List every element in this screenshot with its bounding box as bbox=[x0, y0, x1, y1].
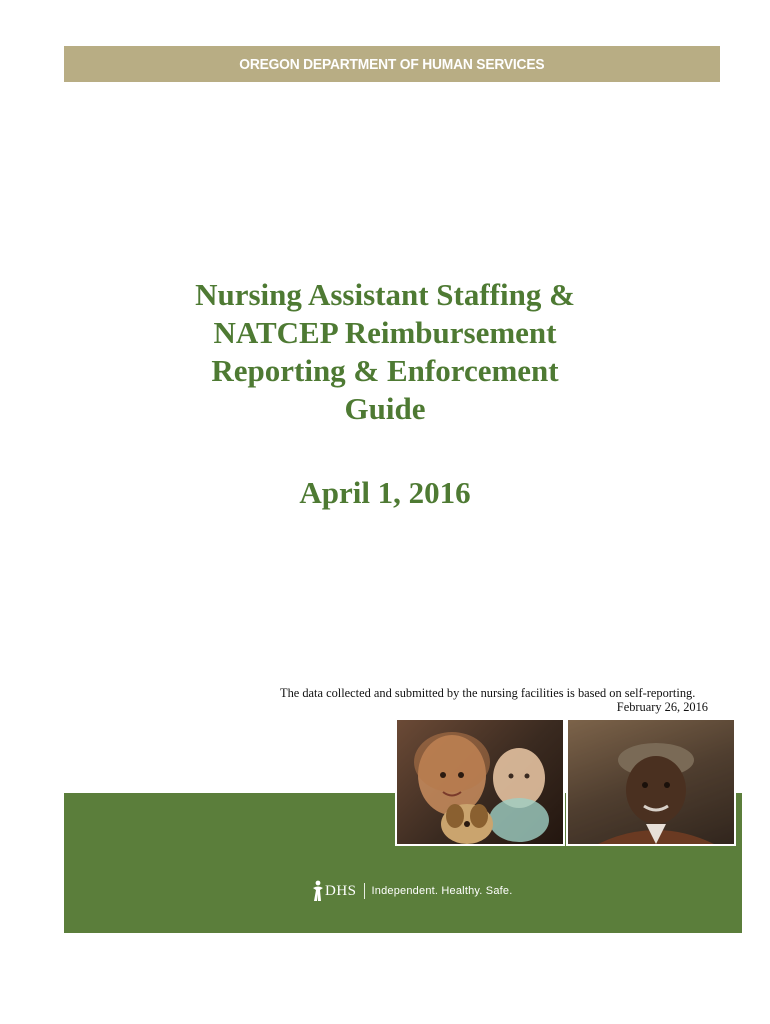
logo-divider bbox=[364, 883, 365, 899]
agency-name: OREGON DEPARTMENT OF HUMAN SERVICES bbox=[239, 55, 545, 73]
person-icon bbox=[312, 880, 324, 902]
dhs-logo-mark bbox=[312, 880, 357, 902]
agency-banner bbox=[64, 46, 720, 82]
dhs-logo-text: DHS bbox=[325, 882, 357, 899]
title-line-2: NATCEP Reimbursement bbox=[213, 315, 557, 350]
document-date: April 1, 2016 bbox=[299, 475, 471, 510]
dhs-logo bbox=[312, 880, 512, 902]
title-line-3: Reporting & Enforcement bbox=[211, 353, 559, 388]
title-line-4: Guide bbox=[344, 391, 426, 426]
disclaimer-text: The data collected and submitted by the nursing facilities is based on self-reporting. bbox=[280, 686, 696, 700]
disclaimer-date: February 26, 2016 bbox=[616, 700, 708, 714]
document-title bbox=[0, 276, 770, 428]
title-line-1: Nursing Assistant Staffing & bbox=[195, 277, 575, 312]
dhs-tagline: Independent. Healthy. Safe. bbox=[371, 885, 513, 897]
children-photo bbox=[395, 718, 565, 846]
elder-photo bbox=[566, 718, 736, 846]
disclaimer-note bbox=[280, 686, 708, 714]
